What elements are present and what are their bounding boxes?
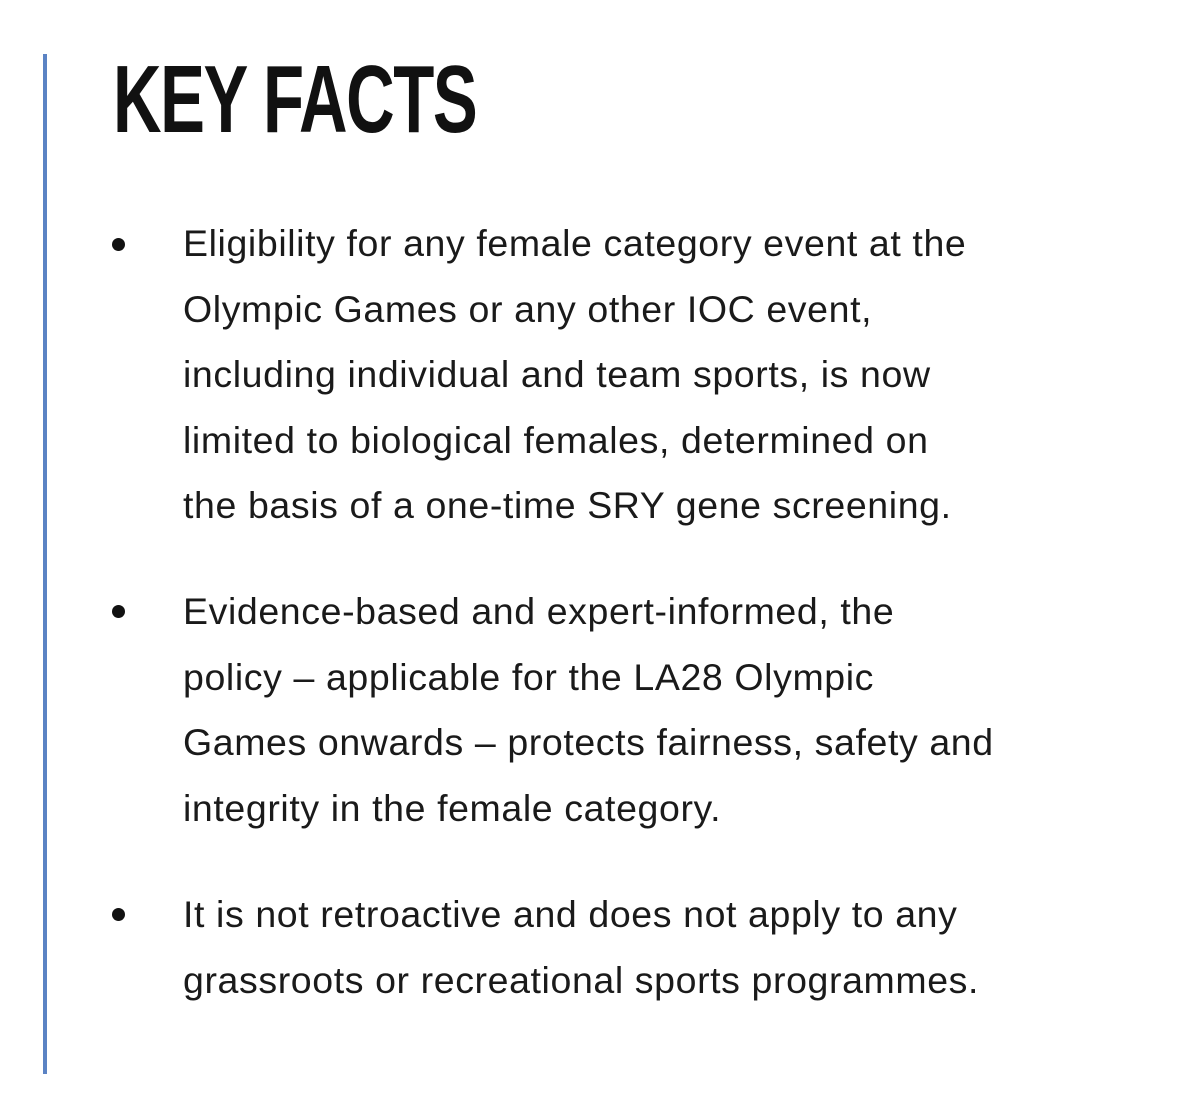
fact-line: policy – applicable for the LA28 Olympic bbox=[183, 655, 875, 698]
fact-line: including individual and team sports, is now bbox=[183, 353, 931, 395]
accent-bar bbox=[43, 54, 47, 1074]
fact-line: integrity in the female category. bbox=[183, 786, 722, 829]
fact-text bbox=[183, 882, 1173, 1013]
fact-line: limited to biological females, determined on bbox=[183, 418, 929, 461]
fact-line: Evidence-based and expert-informed, the bbox=[183, 590, 895, 632]
bullet-icon bbox=[112, 908, 125, 921]
fact-line: grassroots or recreational sports programmes. bbox=[183, 958, 980, 1001]
fact-line: Eligibility for any female category event at the bbox=[183, 222, 967, 264]
fact-line: Games onwards – protects fairness, safety and bbox=[183, 721, 994, 763]
bullet-icon bbox=[112, 605, 125, 618]
fact-line: It is not retroactive and does not apply to any bbox=[183, 893, 958, 935]
fact-text bbox=[183, 211, 1173, 539]
fact-line: Olympic Games or any other IOC event, bbox=[183, 287, 873, 330]
fact-line: the basis of a one-time SRY gene screening. bbox=[183, 484, 952, 526]
page-title: KEY FACTS bbox=[113, 46, 477, 153]
bullet-icon bbox=[112, 238, 125, 251]
fact-text bbox=[183, 579, 1173, 841]
